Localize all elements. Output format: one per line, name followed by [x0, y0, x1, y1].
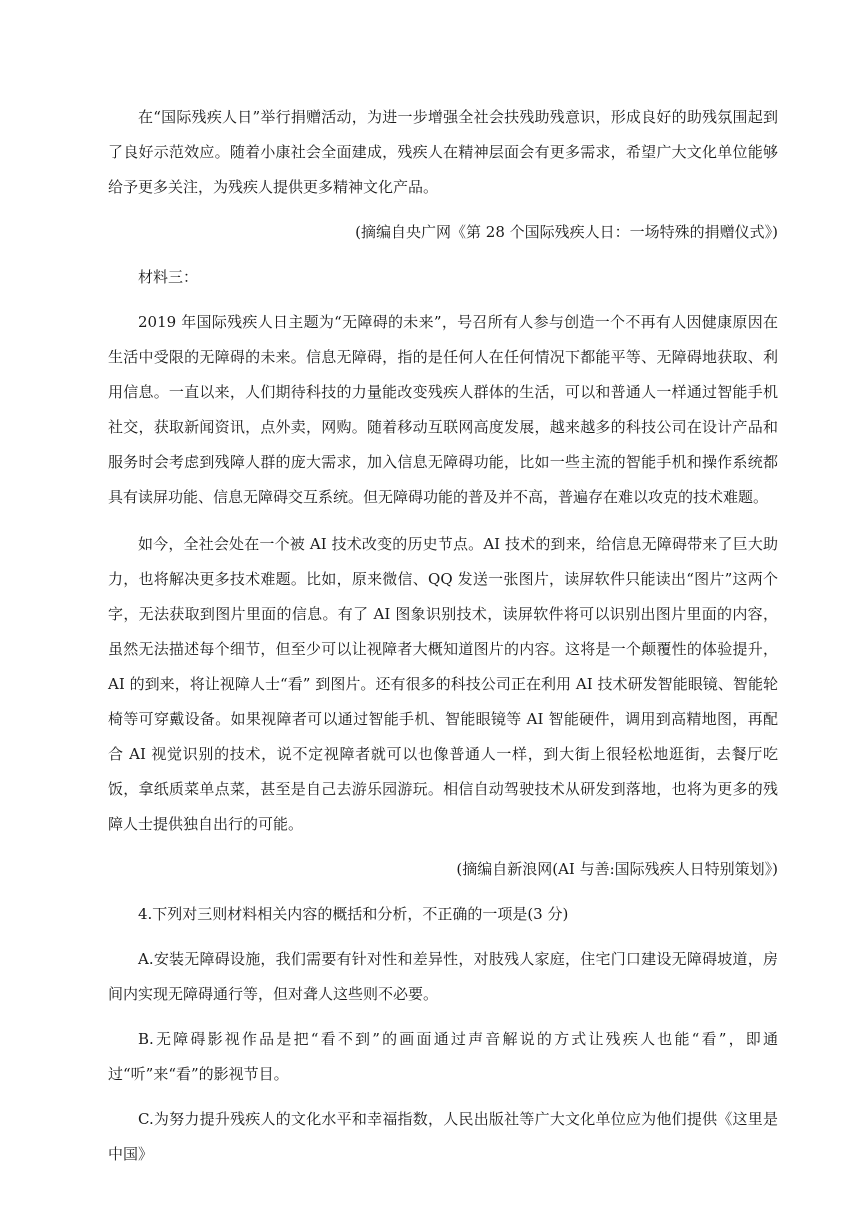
material3-paragraph-2: 如今，全社会处在一个被 AI 技术改变的历史节点。AI 技术的到来，给信息无障碍带来了巨大助力，也将解决更多技术难题。比如，原来微信、QQ 发送一张图片，读屏软件只能读出“图片”这两个字，无法获取到图片里面的信息。有了 AI 图象识别技术，读屏软件将可以识别出图片里面的内容，虽然无法描述每个细节，但至少可以让视障者大概知道图片的内容。这将是一个颠覆性的体验提升，AI 的到来，将让视障人士“看” 到图片。还有很多的科技公司正在利用 AI 技术研发智能眼镜、智能轮椅等可穿戴设备。如果视障者可以通过智能手机、智能眼镜等 AI 智能硬件，调用到高精地图，再配合 AI 视觉识别的技术，说不定视障者就可以也像普通人一样，到大街上很轻松地逛街，去餐厅吃饭，拿纸质菜单点菜，甚至是自己去游乐园游玩。相信自动驾驶技术从研发到落地，也将为更多的残障人士提供独自出行的可能。 [108, 535, 778, 833]
option-c: C.为努力提升残疾人的文化水平和幸福指数，人民出版社等广大文化单位应为他们提供《这里是中国》 [108, 1110, 778, 1163]
question-stem: 4.下列对三则材料相关内容的概括和分析，不正确的一项是(3 分) [138, 905, 569, 923]
material2-source: (摘编自央广网《第 28 个国际残疾人日：一场特殊的捐赠仪式》) [355, 223, 778, 241]
option-b: B.无障碍影视作品是把“看不到”的画面通过声音解说的方式让残疾人也能“看”，即通过“听”来“看”的影视节目。 [108, 1030, 778, 1083]
option-a: A.安装无障碍设施，我们需要有针对性和差异性，对肢残人家庭，住宅门口建设无障碍坡道，房间内实现无障碍通行等，但对聋人这些则不必要。 [108, 950, 778, 1003]
document-page [108, 100, 778, 1172]
material3-label: 材料三： [138, 268, 199, 286]
material2-paragraph: 在“国际残疾人日”举行捐赠活动，为进一步增强全社会扶残助残意识，形成良好的助残氛围起到了良好示范效应。随着小康社会全面建成，残疾人在精神层面会有更多需求，希望广大文化单位能够给予更多关注，为残疾人提供更多精神文化产品。 [108, 108, 778, 196]
material3-paragraph-1: 2019 年国际残疾人日主题为“无障碍的未来”，号召所有人参与创造一个不再有人因健康原因在生活中受限的无障碍的未来。信息无障碍，指的是任何人在任何情况下都能平等、无障碍地获取、利用信息。一直以来，人们期待科技的力量能改变残疾人群体的生活，可以和普通人一样通过智能手机社交，获取新闻资讯，点外卖，网购。随着移动互联网高度发展，越来越多的科技公司在设计产品和服务时会考虑到残障人群的庞大需求，加入信息无障碍功能，比如一些主流的智能手机和操作系统都具有读屏功能、信息无障碍交互系统。但无障碍功能的普及并不高，普遍存在难以攻克的技术难题。 [108, 313, 778, 506]
material3-source: (摘编自新浪网(AI 与善:国际残疾人日特别策划》) [456, 860, 778, 878]
